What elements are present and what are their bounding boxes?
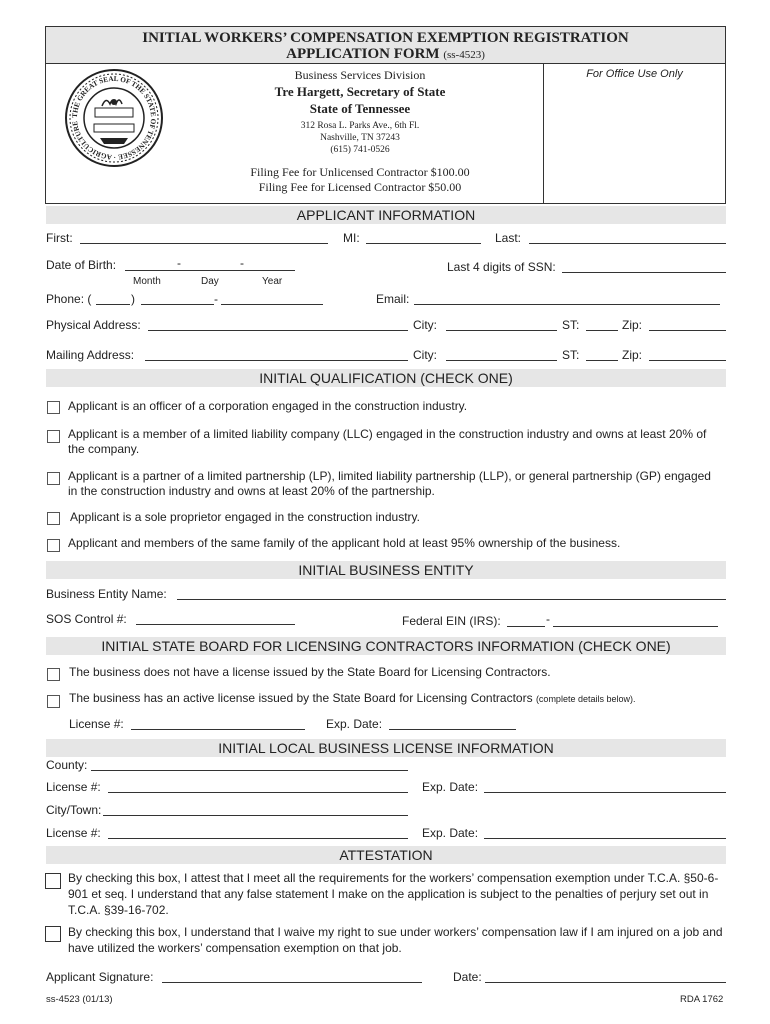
attestation-heading: ATTESTATION [46, 846, 726, 864]
signature-date-label: Date: [453, 970, 482, 984]
county-exp-label: Exp. Date: [422, 780, 479, 794]
board-option-no-license: The business does not have a license issued by the State Board for Licensing Contractors. [69, 665, 551, 679]
mailing-st-label: ST: [562, 348, 580, 362]
city-town-field[interactable] [103, 815, 408, 816]
dob-label: Date of Birth: [46, 258, 117, 272]
last-field[interactable] [529, 243, 726, 244]
email-field[interactable] [414, 304, 720, 305]
signature-date-field[interactable] [485, 982, 726, 983]
city-exp-field[interactable] [484, 838, 726, 839]
physical-zip-field[interactable] [649, 330, 726, 331]
applicant-heading: APPLICANT INFORMATION [46, 206, 726, 224]
physical-zip-label: Zip: [622, 318, 643, 332]
dob-day: Day [201, 276, 219, 287]
attestation-statement-requirements: By checking this box, I attest that I meet all the requirements for the workers’ compensation exemption under T.C.A. §50-6-901 et seq. I understand that any false statement I make on the application is subject to the penalties of perjury set out in T.C.A. §39-16-702. [68, 871, 719, 917]
phone-dash: - [214, 292, 218, 306]
mailing-address-label: Mailing Address: [46, 348, 135, 362]
physical-city-label: City: [413, 318, 437, 332]
county-field[interactable] [91, 770, 408, 771]
agency-block [200, 68, 520, 195]
qualification-heading: INITIAL QUALIFICATION (CHECK ONE) [46, 369, 726, 387]
board-option-active-license [69, 691, 719, 707]
qualification-checkbox-1[interactable] [47, 401, 60, 414]
state-seal [64, 68, 164, 168]
svg-text:THE GREAT SEAL OF THE STATE OF: THE GREAT SEAL OF THE STATE OF TENNESSEE · AGRICULTURE [70, 74, 158, 162]
ssn-field[interactable] [562, 272, 726, 273]
ein-suffix-field[interactable] [553, 626, 718, 627]
form-code: (ss-4523) [443, 49, 485, 61]
sos-control-label: SOS Control #: [46, 612, 127, 626]
sos-control-field[interactable] [136, 624, 295, 625]
address-line2: Nashville, TN 37243 [320, 133, 400, 143]
secretary: Tre Hargett, Secretary of State [274, 84, 446, 99]
physical-city-field[interactable] [446, 330, 557, 331]
qualification-checkbox-5[interactable] [47, 539, 60, 552]
fee-unlicensed: Filing Fee for Unlicensed Contractor $100.00 [250, 165, 470, 179]
footer-rda: RDA 1762 [680, 994, 724, 1005]
signature-field[interactable] [162, 982, 422, 983]
board-license-label: License #: [69, 717, 124, 731]
county-license-field[interactable] [108, 792, 408, 793]
board-heading: INITIAL STATE BOARD FOR LICENSING CONTRACTORS INFORMATION (CHECK ONE) [46, 637, 726, 655]
dob-month: Month [133, 276, 161, 287]
physical-address-label: Physical Address: [46, 318, 141, 332]
phone-line-field[interactable] [221, 304, 323, 305]
ein-label: Federal EIN (IRS): [402, 614, 501, 628]
signature-label: Applicant Signature: [46, 970, 154, 984]
business-heading: INITIAL BUSINESS ENTITY [46, 561, 726, 579]
qualification-checkbox-3[interactable] [47, 472, 60, 485]
qualification-option-5: Applicant and members of the same family of the applicant hold at least 95% ownership of the business. [68, 536, 621, 550]
dob-year: Year [262, 276, 283, 287]
agency-phone: (615) 741-0526 [330, 145, 390, 155]
physical-st-field[interactable] [586, 330, 618, 331]
qualification-option-3: Applicant is a partner of a limited partnership (LP), limited liability partnership (LLP), or general partnership (GP) engaged in the construction industry and owns at least 20% of the partnership. [68, 469, 711, 498]
state-name: State of Tennessee [309, 101, 411, 116]
phone-paren: ) [131, 292, 135, 306]
city-license-label: License #: [46, 826, 101, 840]
board-exp-label: Exp. Date: [326, 717, 383, 731]
address-line1: 312 Rosa L. Parks Ave., 6th Fl. [300, 121, 420, 131]
qualification-option-1: Applicant is an officer of a corporation engaged in the construction industry. [68, 399, 468, 413]
email-label: Email: [376, 292, 410, 306]
board-checkbox-no-license[interactable] [47, 668, 60, 681]
mailing-city-field[interactable] [446, 360, 557, 361]
seal-icon [64, 68, 164, 168]
first-label: First: [46, 231, 73, 245]
footer-form-id: ss-4523 (01/13) [46, 994, 113, 1005]
city-town-label: City/Town: [46, 803, 102, 817]
last-label: Last: [495, 231, 522, 245]
ein-dash: - [546, 612, 550, 626]
office-use-label: For Office Use Only [586, 68, 683, 80]
attestation-checkbox-requirements[interactable] [45, 873, 61, 889]
dob-dash-2: - [240, 256, 244, 270]
board-license-field[interactable] [131, 729, 305, 730]
entity-name-field[interactable] [177, 599, 726, 600]
mailing-zip-field[interactable] [649, 360, 726, 361]
board-option-active-text: The business has an active license issued by the State Board for Licensing Contractors [69, 691, 533, 705]
mailing-st-field[interactable] [586, 360, 618, 361]
city-exp-label: Exp. Date: [422, 826, 479, 840]
attestation-statement-waiver: By checking this box, I understand that I waive my right to sue under workers’ compensation law if I am injured on a job and have utilized the workers’ compensation exemption on that job. [68, 925, 723, 955]
qualification-option-4: Applicant is a sole proprietor engaged in the construction industry. [70, 510, 420, 524]
phone-area-field[interactable] [96, 304, 130, 305]
board-exp-field[interactable] [389, 729, 516, 730]
city-license-field[interactable] [108, 838, 408, 839]
division: Business Services Division [294, 68, 426, 82]
form-title: INITIAL WORKERS’ COMPENSATION EXEMPTION REGISTRATION APPLICATION FORM (ss-4523) [142, 30, 629, 62]
county-license-label: License #: [46, 780, 101, 794]
mi-field[interactable] [366, 243, 481, 244]
form-title-line2: APPLICATION FORM [286, 46, 440, 62]
dob-field[interactable] [125, 270, 295, 271]
mailing-zip-label: Zip: [622, 348, 643, 362]
county-exp-field[interactable] [484, 792, 726, 793]
phone-label: Phone: ( [46, 292, 92, 306]
physical-st-label: ST: [562, 318, 580, 332]
qualification-checkbox-4[interactable] [47, 512, 60, 525]
qualification-checkbox-2[interactable] [47, 430, 60, 443]
attestation-checkbox-waiver[interactable] [45, 926, 61, 942]
phone-prefix-field[interactable] [141, 304, 214, 305]
board-option-note: (complete details below). [535, 694, 636, 704]
mailing-address-field[interactable] [145, 360, 408, 361]
ein-prefix-field[interactable] [507, 626, 545, 627]
county-label: County: [46, 758, 88, 772]
mailing-city-label: City: [413, 348, 437, 362]
dob-dash-1: - [177, 256, 181, 270]
ssn-label: Last 4 digits of SSN: [447, 260, 556, 274]
board-checkbox-active-license[interactable] [47, 695, 60, 708]
fee-licensed: Filing Fee for Licensed Contractor $50.00 [258, 180, 462, 194]
entity-name-label: Business Entity Name: [46, 587, 167, 601]
qualification-option-2: Applicant is a member of a limited liability company (LLC) engaged in the construction industry and owns at least 20% of the company. [68, 427, 707, 456]
local-heading: INITIAL LOCAL BUSINESS LICENSE INFORMATION [46, 739, 726, 757]
first-field[interactable] [80, 243, 328, 244]
mi-label: MI: [343, 231, 360, 245]
office-use-box [543, 63, 544, 204]
physical-address-field[interactable] [148, 330, 408, 331]
